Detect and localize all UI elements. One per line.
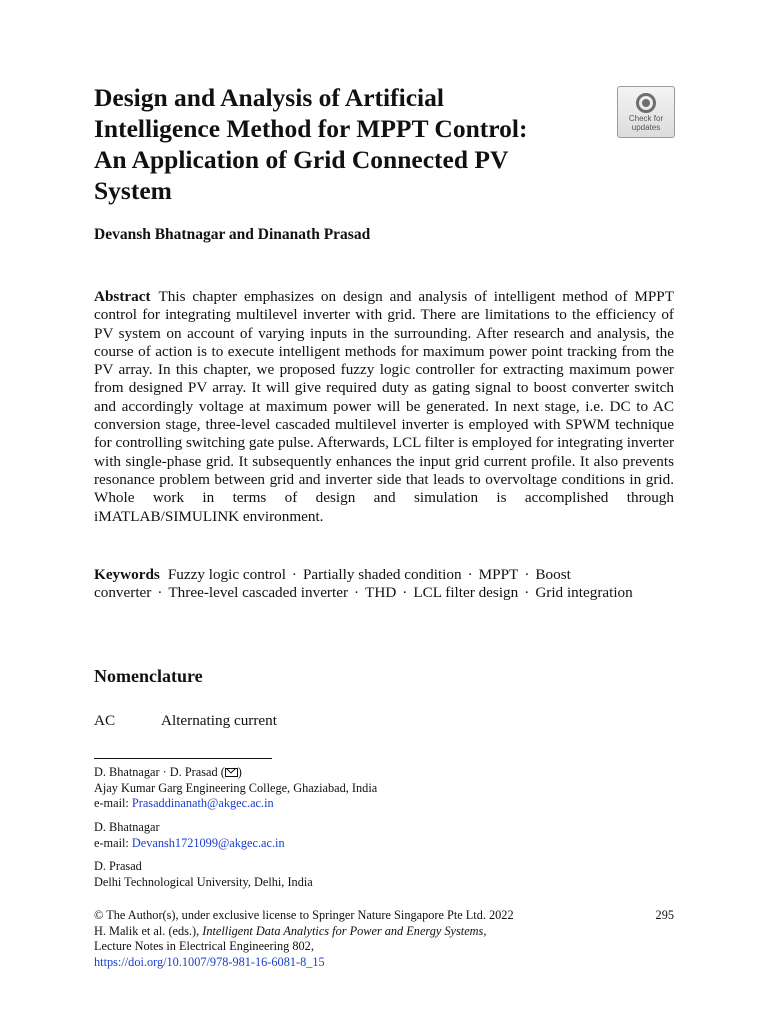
keyword-item: THD [365, 584, 397, 602]
email-label: e-mail: [94, 835, 132, 850]
envelope-icon [225, 768, 238, 777]
email-line-2 [94, 836, 674, 852]
citation-line [94, 924, 674, 940]
badge-text-line2: updates [631, 122, 661, 132]
page-number: 295 [655, 908, 674, 922]
email-link-prasad[interactable]: Prasaddinanath@akgec.ac.in [131, 796, 274, 810]
title-line: Intelligence Method for MPPT Control: [94, 114, 528, 143]
abstract [94, 288, 674, 526]
title-line: Design and Analysis of Artificial [94, 83, 444, 112]
email-line-1 [94, 796, 674, 812]
check-for-updates-badge[interactable] [617, 86, 675, 138]
doi-link[interactable]: https://doi.org/10.1007/978-981-16-6081-8_15 [94, 954, 325, 969]
keyword-item: Fuzzy logic control [167, 566, 286, 583]
footnote-authors-close: ) [237, 765, 242, 779]
keyword-item: LCL filter design [413, 584, 519, 602]
keyword-item: Boost converter [94, 566, 571, 602]
nomenclature-abbreviation: AC [94, 712, 116, 729]
keyword-item: Grid integration [535, 584, 633, 602]
email-label: e-mail: [94, 796, 132, 810]
footnote-name-bhatnagar: D. Bhatnagar [94, 820, 160, 834]
nomenclature-meaning: Alternating current [161, 712, 277, 729]
title-line: System [94, 176, 172, 205]
affiliation-1: Ajay Kumar Garg Engineering College, Ghaziabad, India [94, 780, 378, 795]
footnote-authors-text: D. Bhatnagar · D. Prasad ( [94, 765, 225, 779]
keyword-separator: · [291, 566, 297, 583]
footnote-block-1 [94, 765, 674, 812]
keywords-label: Keywords [94, 566, 160, 583]
keyword-separator: · [524, 584, 530, 602]
author-list: Devansh Bhatnagar and Dinanath Prasad [94, 226, 371, 243]
footnote-authors [94, 765, 674, 781]
keyword-item: Three-level cascaded inverter [168, 584, 349, 602]
keyword-item: Partially shaded condition [302, 566, 462, 583]
book-title: Intelligent Data Analytics for Power and Energy Systems [202, 923, 484, 938]
title-line: An Application of Grid Connected PV [94, 145, 509, 174]
footnote-block-2 [94, 820, 674, 851]
keyword-separator: · [157, 584, 163, 602]
email-link-bhatnagar[interactable]: Devansh1721099@akgec.ac.in [131, 835, 285, 850]
nomenclature-entry [94, 712, 277, 730]
keyword-separator: · [354, 584, 360, 602]
abstract-text: This chapter emphasizes on design and analysis of intelligent method of MPPT control for integrating multilevel inverter with grid. There are limitations to the efficiency of PV system on account of varying inputs in the surrounding. After research and analysis, the course of action is to execute intelligent methods for maximum power point tracking from the PV array. In this chapter, we proposed fuzzy logic controller for extracting maximum power from designed PV array. It will give required duty as gating signal to boost converter switch and accordingly voltage at maximum power will be generated. In next stage, i.e. DC to AC conversion stage, three-level cascaded multilevel inverter is employed with SPWM technique for controlling switching gate pulse. Afterwards, LCL filter is employed for integrating inverter with single-phase grid. It subsequently enhances the input grid current profile. It also prevents resonance problem between grid and inverter side that leads to overvoltage conditions in grid. Whole work in terms of design and simulation is accomplished through iMATLAB/SIMULINK environment. [94, 288, 674, 525]
copyright-line: © The Author(s), under exclusive license to Springer Nature Singapore Pte Ltd. 2022 [94, 908, 514, 922]
keyword-item: MPPT [478, 566, 519, 583]
footnote-name-prasad: D. Prasad [94, 859, 142, 873]
citation-comma: , [483, 923, 487, 938]
badge-text-line1: Check for [628, 114, 664, 123]
keyword-separator: · [467, 566, 473, 583]
footnote-divider [94, 758, 272, 759]
abstract-label: Abstract [94, 288, 151, 305]
series-line: Lecture Notes in Electrical Engineering 802, [94, 939, 314, 954]
nomenclature-heading: Nomenclature [94, 666, 203, 686]
keyword-separator: · [524, 566, 530, 583]
keywords [94, 566, 674, 603]
chapter-title [94, 82, 614, 206]
affiliation-3: Delhi Technological University, Delhi, India [94, 874, 313, 889]
keyword-separator: · [402, 584, 408, 602]
crossmark-icon [636, 93, 656, 113]
footnote-block-3 [94, 859, 674, 890]
copyright-block [94, 908, 674, 970]
citation-editors: H. Malik et al. (eds.), [94, 923, 203, 938]
